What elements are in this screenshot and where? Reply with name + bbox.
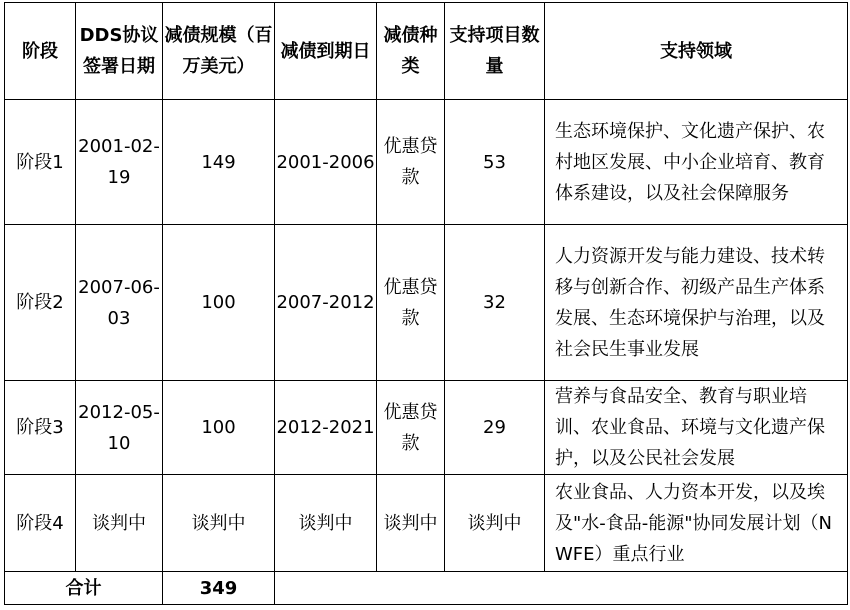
date-cell: 2012-05-10 (76, 381, 163, 475)
amount-cell: 100 (163, 225, 275, 381)
stage-cell: 阶段3 (5, 381, 76, 475)
areas-cell: 营养与食品安全、教育与职业培训、农业食品、环境与文化遗产保护，以及公民社会发展 (545, 381, 848, 475)
type-cell: 优惠贷款 (377, 381, 445, 475)
table-row (5, 381, 848, 475)
count-cell: 29 (445, 381, 545, 475)
type-cell: 优惠贷款 (377, 100, 445, 225)
total-row (5, 572, 848, 605)
type-cell: 优惠贷款 (377, 225, 445, 381)
date-cell: 2001-02-19 (76, 100, 163, 225)
total-label: 合计 (5, 572, 163, 605)
table-row (5, 100, 848, 225)
header-row (5, 3, 848, 100)
due-cell: 谈判中 (275, 475, 377, 572)
header-type: 减债种类 (377, 3, 445, 100)
header-count: 支持项目数量 (445, 3, 545, 100)
areas-cell: 人力资源开发与能力建设、技术转移与创新合作、初级产品生产体系发展、生态环境保护与治理，以及社会民生事业发展 (545, 225, 848, 381)
header-amount: 减债规模（百万美元） (163, 3, 275, 100)
table-row (5, 225, 848, 381)
header-due: 减债到期日 (275, 3, 377, 100)
due-cell: 2007-2012 (275, 225, 377, 381)
date-cell: 谈判中 (76, 475, 163, 572)
debt-swap-table (4, 2, 848, 605)
amount-cell: 谈判中 (163, 475, 275, 572)
count-cell: 53 (445, 100, 545, 225)
areas-cell: 农业食品、人力资本开发，以及埃及"水-食品-能源"协同发展计划（NWFE）重点行业 (545, 475, 848, 572)
total-amount: 349 (163, 572, 275, 605)
stage-cell: 阶段2 (5, 225, 76, 381)
due-cell: 2001-2006 (275, 100, 377, 225)
due-cell: 2012-2021 (275, 381, 377, 475)
amount-cell: 149 (163, 100, 275, 225)
count-cell: 谈判中 (445, 475, 545, 572)
header-areas: 支持领域 (545, 3, 848, 100)
header-stage: 阶段 (5, 3, 76, 100)
table-row (5, 475, 848, 572)
type-cell: 谈判中 (377, 475, 445, 572)
areas-cell: 生态环境保护、文化遗产保护、农村地区发展、中小企业培育、教育体系建设，以及社会保障服务 (545, 100, 848, 225)
amount-cell: 100 (163, 381, 275, 475)
date-cell: 2007-06-03 (76, 225, 163, 381)
stage-cell: 阶段1 (5, 100, 76, 225)
count-cell: 32 (445, 225, 545, 381)
stage-cell: 阶段4 (5, 475, 76, 572)
total-empty-cell (275, 572, 848, 605)
header-dds-date: DDS协议签署日期 (76, 3, 163, 100)
